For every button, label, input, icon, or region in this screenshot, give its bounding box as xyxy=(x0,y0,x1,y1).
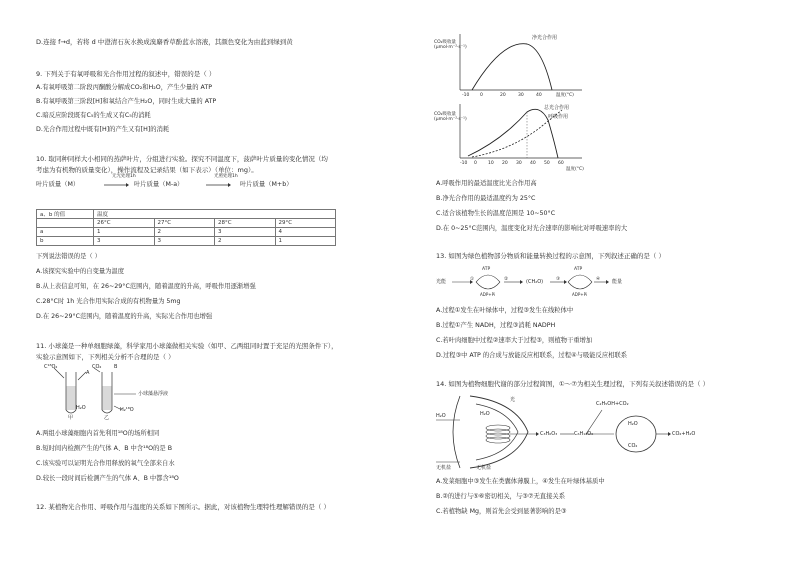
fig-b-top-label: CO₂ xyxy=(92,364,102,370)
table-header-cell: 29°C xyxy=(275,219,336,228)
top-chart-xtick: 40 xyxy=(536,93,542,98)
table-cell xyxy=(37,219,94,228)
flow-mass-ma: 叶片质量（M-a） xyxy=(134,181,184,188)
table-header-cell: 27°C xyxy=(154,219,215,228)
q14-option-c: C.若植物缺 Mg，则首先会受到显著影响的是③ xyxy=(436,508,567,515)
fig-b-name: 乙 xyxy=(104,415,110,421)
fig13-energy: 能量 xyxy=(612,279,623,285)
table-row xyxy=(37,228,336,237)
q8-option-d: D.连接 f→d，若将 d 中澄清石灰水换成溴麝香草酚蓝水溶液，其颜色变化为由蓝到绿到黄 xyxy=(36,38,293,46)
table-corner: a、b 的值 xyxy=(37,210,94,219)
bottom-chart xyxy=(432,100,592,172)
test-tubes-diagram xyxy=(36,366,196,422)
bottom-chart-xtick: 20 xyxy=(502,161,508,166)
fig13-num4: ④ xyxy=(596,277,601,282)
q11-stem-line1: 11. 小球藻是一种单细胞绿藻，科学家用小球藻做相关实验（如甲、乙两组同时置于充足的光照条件下）， xyxy=(36,342,338,350)
fig14-inorg2: 无机盐 xyxy=(476,465,492,471)
fig14-c6: C₆H₁₂O₆ xyxy=(574,431,594,437)
fig-suspension-label: 小球藻悬浮液 xyxy=(138,391,169,397)
q10-option-b: B.从上表信息可知，在 26~29°C范围内，随着温度的升高，呼吸作用逐渐增强 xyxy=(36,283,256,290)
q9-option-d: D.光合作用过程中既有[H]的产生又有[H]的消耗 xyxy=(36,126,170,133)
fig14-h2o-3: H₂O xyxy=(628,421,638,427)
fig14-h2o-2: H₂O xyxy=(480,411,490,417)
fig14-co2h2o: CO₂+H₂O xyxy=(672,431,696,437)
fig13-atp1: ATP xyxy=(482,267,491,272)
top-chart-xtick: 0 xyxy=(480,93,483,98)
q10-data-table xyxy=(36,209,336,246)
arrow-icon xyxy=(102,181,130,189)
q9-option-b: B.有氧呼吸第三阶段[H]和氧结合产生H₂O，同时生成大量的 ATP xyxy=(36,98,217,105)
q13-energy-figure xyxy=(436,264,636,300)
fig-a-name: 甲 xyxy=(68,415,74,421)
arrow-icon xyxy=(204,181,232,189)
table-cell: 2 xyxy=(215,237,276,246)
q10-prompt: 下列说法错误的是（ ） xyxy=(36,253,101,260)
q11-stem-line2: 实验示意图如下，下列相关分析不合理的是（ ） xyxy=(36,353,175,361)
bottom-chart-xtick: 0 xyxy=(474,161,477,166)
top-chart xyxy=(432,30,592,100)
table-cell: 2 xyxy=(154,228,215,237)
table-cell: 4 xyxy=(275,228,336,237)
fig14-c3h6o3: C₃H₆O₃ xyxy=(540,431,558,437)
table-temp-label: 温度 xyxy=(94,210,336,219)
bottom-chart-xtick: 60 xyxy=(558,161,564,166)
q12-option-a: A.呼吸作用的最适温度比光合作用高 xyxy=(436,180,537,187)
fig13-light: 光能 xyxy=(436,279,447,285)
q14-option-a: A.发菜细胞中③发生在类囊体薄膜上，④发生在叶绿体基质中 xyxy=(436,478,605,485)
fig-a-water-label: H₂O xyxy=(76,405,86,411)
fig-b-gas-label: B xyxy=(114,364,118,370)
q13-option-c: C.若叶肉细胞中过程②速率大于过程③，则植物干重增加 xyxy=(436,337,593,344)
table-row xyxy=(37,237,336,246)
fig13-adp1: ADP+Pi xyxy=(480,292,496,297)
q13-option-d: D.过程③中 ATP 的合成与放能反应相联系，过程④与吸能反应相联系 xyxy=(436,352,628,359)
q13-stem: 13. 如图为绿色植物部分物质和能量转换过程的示意图，下列叙述正确的是（ ） xyxy=(436,252,665,260)
fig14-c2h5oh: C₂H₅OH+CO₂ xyxy=(596,401,629,407)
q9-option-c: C.暗反应阶段既有C₅的生成又有C₅的消耗 xyxy=(36,112,151,119)
q11-option-c: C.该实验可以证明光合作用释放的氧气全部来自水 xyxy=(36,460,175,467)
fig-b-water-label: H₂¹⁸O xyxy=(120,407,134,413)
table-row-label: b xyxy=(37,237,94,246)
q12-option-c: C.适合该植物生长的温度范围是 10~50°C xyxy=(436,210,556,217)
fig13-num1: ① xyxy=(470,277,475,282)
fig14-co2: CO₂ xyxy=(628,443,638,449)
q10-stem-line1: 10. 取同种同样大小相同的蒸萨叶片，分组进行实验。探究不同温度下，菠萨叶片质量的变化情况（均 xyxy=(36,155,328,163)
fig13-atp2: ATP xyxy=(574,267,583,272)
q10-stem-line2: 考虑为有机物的质量变化），操作流程及记录结果（如下表示）（单位：mg）。 xyxy=(36,166,258,174)
q12-stem: 12. 某植物光合作用、呼吸作用与温度的关系如下图所示。据此，对该植物生理特性理解错误的是（ ） xyxy=(36,503,330,511)
q14-stem: 14. 如图为植物细胞代谢的部分过程简图，①～⑦为相关生理过程，下列有关叙述错误的是（ ） xyxy=(436,380,710,388)
q13-option-b: B.过程①产生 NADH，过程③消耗 NADPH xyxy=(436,322,556,329)
table-row-label: a xyxy=(37,228,94,237)
flow-arrow1-label: 无光处理1h xyxy=(112,174,136,179)
table-cell: 3 xyxy=(154,237,215,246)
q11-option-b: B.短时间内检测产生的气体 A、B 中含¹⁸O的是 B xyxy=(36,445,173,452)
table-cell: 3 xyxy=(215,228,276,237)
top-chart-ylabel: CO₂吸收量 (μmol·m⁻²·s⁻¹) xyxy=(434,40,467,50)
q13-option-a: A.过程①发生在叶绿体中，过程③发生在线粒体中 xyxy=(436,307,574,314)
fig13-num2: ② xyxy=(504,277,509,282)
q10-option-d: D.在 26~29°C范围内，随着温度的升高，实际光合作用也增强 xyxy=(36,313,213,320)
flow-mass-m: 叶片质量（M） xyxy=(36,181,80,188)
fig14-light: 光 xyxy=(510,397,516,403)
bottom-chart-xtick: 10 xyxy=(488,161,494,166)
flow-mass-mb: 叶片质量（M+b） xyxy=(240,181,293,188)
table-cell: 1 xyxy=(94,228,155,237)
q14-metabolism-figure xyxy=(436,392,696,472)
bottom-chart-xunit: 温度(°C) xyxy=(566,167,584,172)
q12-option-d: D.在 0~25°C范围内，温度变化对光合速率的影响比对呼吸速率的大 xyxy=(436,225,628,232)
bottom-chart-xtick: -10 xyxy=(460,161,468,166)
bottom-chart-xtick: 40 xyxy=(530,161,536,166)
bottom-chart-curve-label-2: 呼吸作用 xyxy=(548,114,569,120)
fig14-inorg: 无机盐 xyxy=(436,465,452,471)
q10-option-c: C.28°C时 1h 光合作用实际合成的有机物量为 5mg xyxy=(36,298,181,305)
q9-stem: 9. 下列关于有氧呼吸和光合作用过程的叙述中，错误的是（ ） xyxy=(36,70,216,78)
bottom-chart-xtick: 50 xyxy=(544,161,550,166)
flow-arrow2-label: 光照处理1h xyxy=(214,174,238,179)
fig-a-top-label: C¹⁸O₂ xyxy=(44,364,58,370)
bottom-chart-ylabel: CO₂吸收量 (μmol·m⁻²·s⁻¹) xyxy=(434,112,467,122)
fig13-ch2o: (CH₂O) xyxy=(526,279,544,285)
q9-option-a: A.有氧呼吸第二阶段丙酮酸分解成CO₂和H₂O，产生少量的 ATP xyxy=(36,84,212,91)
fig13-adp2: ADP+Pi xyxy=(572,292,588,297)
fig-a-gas-label: A xyxy=(86,370,90,376)
q11-option-d: D.较长一段时间后检测产生的气体 A、B 中都含¹⁸O xyxy=(36,475,179,482)
top-chart-curve-label: 净光合作用 xyxy=(532,35,558,41)
bottom-chart-curve-label-1: 总光合作用 xyxy=(544,105,570,111)
q14-option-b: B.②的进行与⑤⑥密切相关，与③⑦无直接关系 xyxy=(436,493,565,500)
q12-option-b: B.净光合作用的最适温度约为 25°C xyxy=(436,195,536,202)
table-header-cell: 28°C xyxy=(215,219,276,228)
fig13-num3: ③ xyxy=(556,277,561,282)
q11-experiment-figure xyxy=(36,366,196,422)
q11-option-a: A.两组小球藻细胞内首先利用¹⁸O的场所相同 xyxy=(36,430,160,437)
bottom-chart-xtick: 30 xyxy=(516,161,522,166)
top-chart-xunit: 温度(°C) xyxy=(556,93,574,98)
cell-metabolism-diagram xyxy=(436,392,696,472)
q10-option-a: A.该探究实验中的自变量为温度 xyxy=(36,268,125,275)
table-header-cell: 26°C xyxy=(94,219,155,228)
table-cell: 3 xyxy=(94,237,155,246)
fig14-h2o-1: H₂O xyxy=(436,413,446,419)
top-chart-xtick: 30 xyxy=(518,93,524,98)
table-cell: 1 xyxy=(275,237,336,246)
top-chart-xtick: -10 xyxy=(462,93,470,98)
top-chart-xtick: 20 xyxy=(500,93,506,98)
